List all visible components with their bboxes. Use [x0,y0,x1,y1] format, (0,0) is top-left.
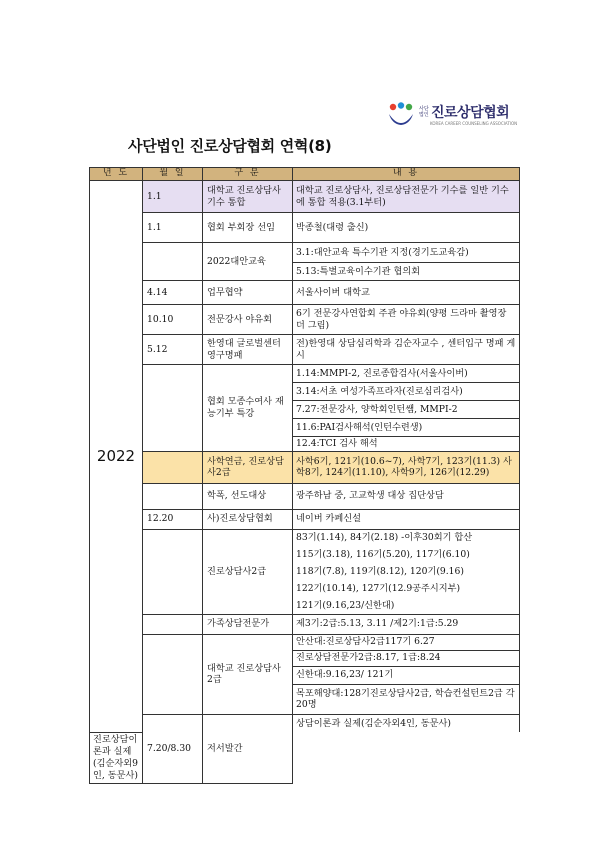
date-cell [143,614,203,634]
date-cell [143,483,203,509]
category-cell: 대학교 진로상담사 기수 통합 [203,181,293,213]
content-cell: 12.4:TCI 검사 해석 [293,437,520,452]
logo-people-icon [386,102,416,128]
content-cell: 5.13:특별교육이수기관 협의회 [293,263,520,281]
table-row [90,243,520,263]
date-cell: 4.14 [143,281,203,305]
date-cell [143,243,203,281]
content-cell: 상담이론과 실제(김순자외4인, 동문사) [293,714,520,732]
header-row [90,168,520,181]
table-row [90,614,520,634]
content-cell: 6기 전문강사연합회 주관 야유회(양평 드라마 촬영장 더 그림) [293,305,520,335]
content-cell: 3.1:대안교육 특수기관 지정(경기도교육감) [293,243,520,263]
table-row [90,451,520,483]
date-cell [143,529,203,614]
table-row [90,281,520,305]
table-row [90,714,520,732]
content-cell: 115기(3.18), 116기(5.20), 117기(6.10) [293,546,520,563]
content-cell: 박종철(대령 출신) [293,213,520,243]
category-cell: 전문강사 야유회 [203,305,293,335]
content-cell: 제3기:2급:5.13, 3.11 /제2기:1급:5.29 [293,614,520,634]
content-cell: 1.14:MMPI-2, 진로종합검사(서울사이버) [293,365,520,383]
table-row [90,181,520,213]
table-row [90,634,520,650]
date-cell [143,634,203,714]
table-row [90,365,520,383]
content-cell: 안산대:진로상담사2급117기 6.27 [293,634,520,650]
header-content: 내 용 [293,168,520,181]
content-cell: 83기(1.14), 84기(2.18) -이후30회기 합산 [293,529,520,546]
header-category: 구 분 [203,168,293,181]
category-cell: 대학교 진로상담사 2급 [203,634,293,714]
category-cell: 가족상담전문가 [203,614,293,634]
content-cell: 3.14:서초 여성가족프라자(진로심리검사) [293,383,520,401]
content-cell: 광주하남 중, 고교학생 대상 집단상담 [293,483,520,509]
page-title: 사단법인 진로상담협회 연혁(8) [128,137,332,155]
date-cell: 1.1 [143,213,203,243]
header-year: 년 도 [90,168,143,181]
table-row [90,305,520,335]
logo-small-text: 사단법인 [419,106,429,118]
category-cell: 협회 모종수여사 재능기부 특강 [203,365,293,452]
history-table [89,167,520,784]
category-cell: 사)진로상담협회 [203,509,293,529]
content-cell: 사학6기, 121기(10.6~7), 사학7기, 123기(11.3) 사학8기, 124기(11.10), 사학9기, 126기(12.29) [293,451,520,483]
content-cell: 121기(9.16,23/신한대) [293,597,520,614]
year-cell: 2022 [90,181,143,733]
association-logo [386,100,536,130]
content-cell: 목포해양대:128기진로상담사2급, 학습컨설턴트2급 각20명 [293,684,520,714]
category-cell: 2022대안교육 [203,243,293,281]
category-cell: 협회 부회장 선임 [203,213,293,243]
date-cell [143,365,203,452]
date-cell: 10.10 [143,305,203,335]
category-cell: 진로상담사2급 [203,529,293,614]
date-cell: 7.20/8.30 [143,714,203,783]
content-cell: 서울사이버 대학교 [293,281,520,305]
table-row [90,213,520,243]
date-cell: 1.1 [143,181,203,213]
content-cell: 전)한영대 상담심리학과 김순자교수 , 센터입구 명패 게시 [293,335,520,365]
date-cell: 12.20 [143,509,203,529]
table-row [90,483,520,509]
header-date: 월 일 [143,168,203,181]
category-cell: 학폭, 선도대상 [203,483,293,509]
logo-name: 진로상담협회 [431,105,510,121]
date-cell: 5.12 [143,335,203,365]
category-cell: 업무협약 [203,281,293,305]
table-row [90,529,520,546]
category-cell: 한영대 글로벌센터 영구명패 [203,335,293,365]
content-cell: 대학교 진로상담사, 진로상담전문가 기수를 일반 기수에 통합 적용(3.1부터) [293,181,520,213]
content-cell: 11.6:PAI검사해석(인턴수련생) [293,419,520,437]
table-row [90,509,520,529]
content-cell: 118기(7.8), 119기(8.12), 120기(9.16) [293,563,520,580]
content-cell: 7.27:전문강사, 양학회인턴쌤, MMPI-2 [293,401,520,419]
content-cell: 진로상담이론과 실제(김순자외9인, 동문사) [90,732,143,783]
content-cell: 신한대:9.16,23/ 121기 [293,666,520,684]
content-cell: 네이버 카페신설 [293,509,520,529]
logo-english-name: KOREA CAREER COUNSELING ASSOCIATION [430,121,518,126]
category-cell: 사학연금, 진로상담사2급 [203,451,293,483]
content-cell: 122기(10.14), 127기(12.9공주시지부) [293,580,520,597]
content-cell: 진로상담전문가2급:8.17, 1급:8.24 [293,650,520,666]
category-cell: 저서발간 [203,714,293,783]
date-cell [143,451,203,483]
table-row [90,335,520,365]
